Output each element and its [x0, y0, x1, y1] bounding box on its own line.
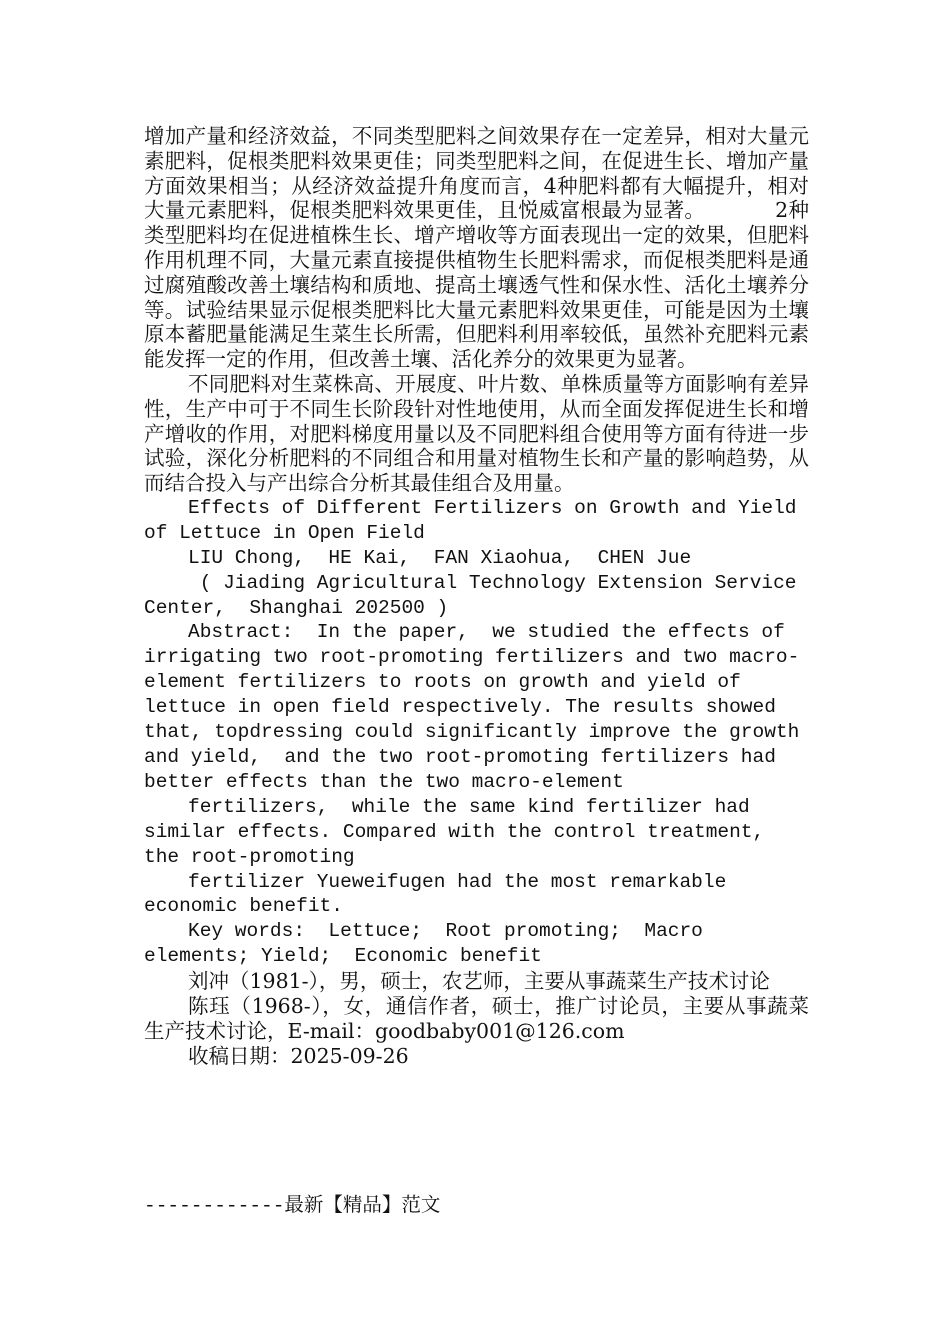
conclusion-part-1: 增加产量和经济效益，不同类型肥料之间效果存在一定差异，相对大量元素肥料，促根类肥料效果更佳；同类型肥料之间，在促进生长、增加产量方面效果相当；从经济效益提升角度而言，4种肥料都有大幅提升，相对大量元素肥料，促根类肥料效果更佳，且悦威富根最为显著。	[144, 124, 809, 223]
conclusion-part-2: 2种类型肥料均在促进植株生长、增产增收等方面表现出一定的效果，但肥料作用机理不同，大量元素直接提供植物生长肥料需求，而促根类肥料是通过腐殖酸改善土壤结构和质地、提高土壤透气性和保水性、活化土壤养分等。试验结果显示促根类肥料比大量元素肥料效果更佳，可能是因为土壤原本蓄肥量能满足生菜生长所需，但肥料利用率较低，虽然补充肥料元素能发挥一定的作用，但改善土壤、活化养分的效果更为显著。	[144, 198, 809, 372]
author-info-1: 刘冲（1981-），男，硕士，农艺师，主要从事蔬菜生产技术讨论	[188, 969, 770, 994]
english-title: Effects of Different Fertilizers on Growth and Yield of Lettuce in Open Field	[144, 496, 809, 544]
conclusion-paragraph-2: 不同肥料对生菜株高、开展度、叶片数、单株质量等方面影响有差异性，生产中可于不同生长阶段针对性地使用，从而全面发挥促进生长和增产增收的作用，对肥料梯度用量以及不同肥料组合使用等方面有待进一步试验，深化分析肥料的不同组合和用量对植物生长和产量的影响趋势，从而结合投入与产出综合分析其最佳组合及用量。	[144, 371, 809, 496]
footer-banner: ------------最新【精品】范文	[144, 1195, 441, 1217]
abstract-paragraph-1: Abstract: In the paper, we studied the effects of irrigating two root-promoting fertilizers and two macro-element fertilizers to roots on growth and yield of lettuce in open field respectively. The results showed that, topdressing could significantly improve the growth and yield, and the two root-promoting fertilizers had better effects than the two macro-element	[144, 621, 812, 793]
keywords: Key words: Lettuce; Root promoting; Macro elements; Yield; Economic benefit	[144, 920, 715, 968]
conclusion-paragraph-1	[144, 124, 809, 372]
received-date: 收稿日期：2025-09-26	[188, 1043, 409, 1068]
document-page	[144, 124, 812, 1068]
english-affiliation: ( Jiading Agricultural Technology Extension Service Center, Shanghai 202500 )	[144, 571, 809, 619]
english-authors: LIU Chong, HE Kai, FAN Xiaohua, CHEN Jue	[188, 546, 692, 569]
abstract-paragraph-2: fertilizers, while the same kind fertilizer had similar effects. Compared with the control treatment, the root-promoting	[144, 795, 788, 868]
author-info-2: 陈珏（1968-），女，通信作者，硕士，推广讨论员，主要从事蔬菜生产技术讨论，E-mail：goodbaby001@126.com	[144, 993, 809, 1043]
abstract-paragraph-3: fertilizer Yueweifugen had the most remarkable economic benefit.	[144, 870, 738, 918]
